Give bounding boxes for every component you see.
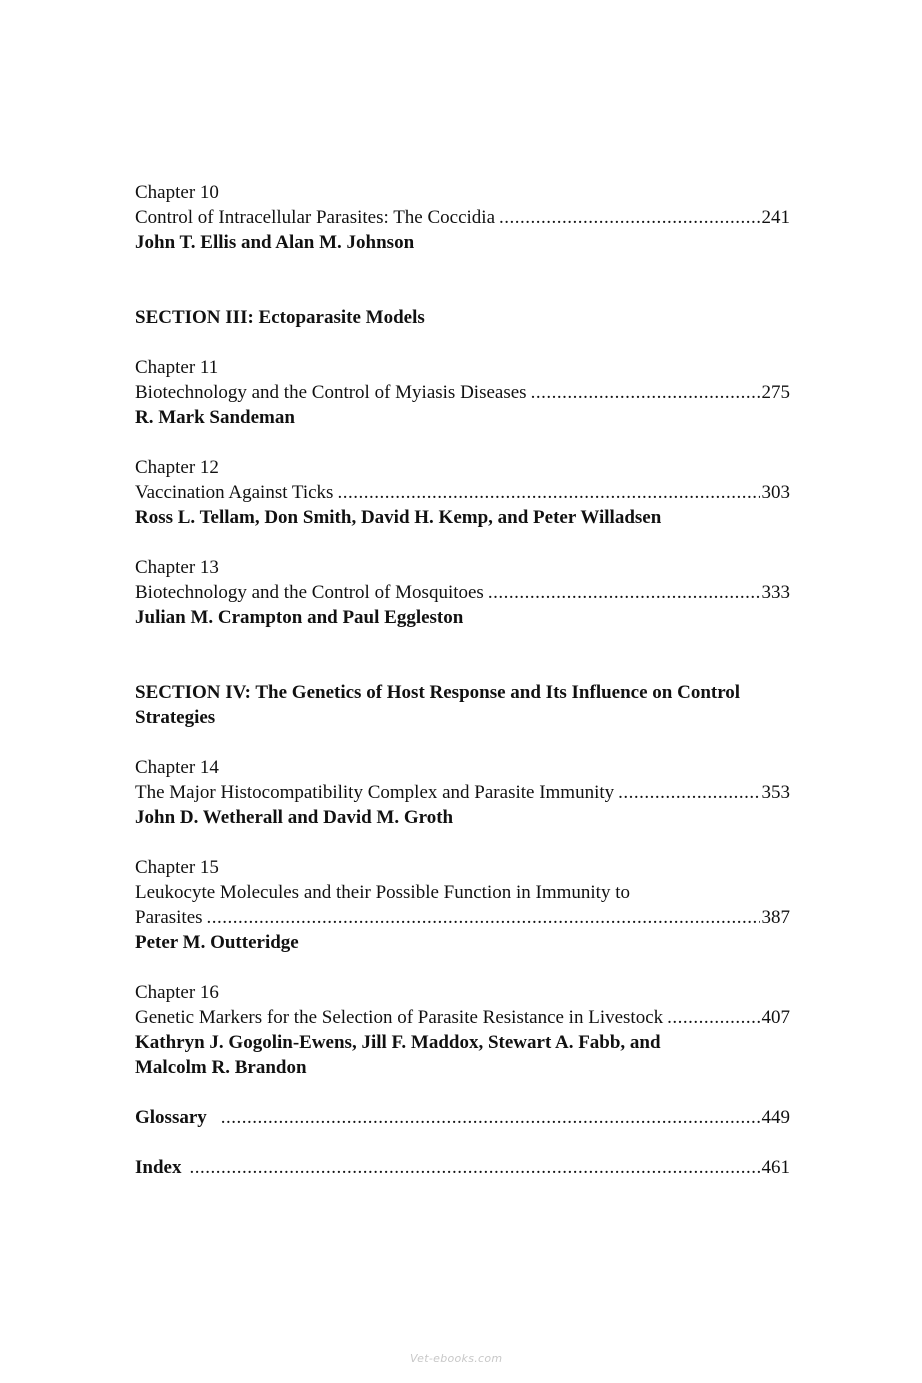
- chapter-title: Biotechnology and the Control of Myiasis Diseases: [135, 382, 527, 403]
- section-title-line-1: SECTION IV: The Genetics of Host Response and Its Influence on Control: [135, 682, 741, 703]
- chapter-authors: Julian M. Crampton and Paul Eggleston: [135, 607, 464, 628]
- section-heading-iv: [135, 680, 790, 730]
- toc-entry-glossary: [135, 1105, 790, 1130]
- dot-leader: [667, 1005, 759, 1030]
- page-number: 387: [761, 907, 790, 928]
- dot-leader: [488, 580, 760, 605]
- toc-entry-chapter-16: [135, 980, 790, 1080]
- chapter-authors: Kathryn J. Gogolin-Ewens, Jill F. Maddox, Stewart A. Fabb, and: [135, 1032, 661, 1053]
- toc-entry-chapter-13: [135, 555, 790, 630]
- glossary-title: Glossary: [135, 1107, 207, 1128]
- chapter-title-line: [135, 580, 790, 605]
- watermark-logo: Vet-ebooks.com: [410, 1352, 503, 1365]
- chapter-title: Vaccination Against Ticks: [135, 482, 334, 503]
- chapter-label: Chapter 14: [135, 757, 219, 778]
- dot-leader: [499, 205, 759, 230]
- dot-leader: [189, 1155, 759, 1180]
- page-number: 333: [761, 582, 790, 603]
- dot-leader: [618, 780, 759, 805]
- section-heading-iii: SECTION III: Ectoparasite Models: [135, 307, 425, 328]
- chapter-title: Biotechnology and the Control of Mosquitoes: [135, 582, 484, 603]
- chapter-authors: John T. Ellis and Alan M. Johnson: [135, 232, 415, 253]
- page-number: 461: [761, 1157, 790, 1178]
- chapter-label: Chapter 12: [135, 457, 219, 478]
- chapter-authors: John D. Wetherall and David M. Groth: [135, 807, 454, 828]
- toc-entry-chapter-12: [135, 455, 790, 530]
- page-number: 407: [761, 1007, 790, 1028]
- chapter-authors: Peter M. Outteridge: [135, 932, 299, 953]
- dot-leader: [337, 480, 759, 505]
- chapter-authors-continued: Malcolm R. Brandon: [135, 1057, 307, 1078]
- chapter-title: Genetic Markers for the Selection of Parasite Resistance in Livestock: [135, 1007, 664, 1028]
- table-of-contents: [135, 180, 790, 1180]
- chapter-title-line: [135, 1005, 790, 1030]
- chapter-label: Chapter 13: [135, 557, 219, 578]
- index-title: Index: [135, 1157, 182, 1178]
- chapter-title-line: [135, 205, 790, 230]
- chapter-title: Control of Intracellular Parasites: The Coccidia: [135, 207, 496, 228]
- toc-entry-chapter-15: [135, 855, 790, 955]
- page-number: 353: [761, 782, 790, 803]
- page-number: 241: [761, 207, 790, 228]
- glossary-line: [135, 1105, 790, 1130]
- toc-entry-index: [135, 1155, 790, 1180]
- chapter-title-line: [135, 380, 790, 405]
- chapter-label: Chapter 10: [135, 182, 219, 203]
- page-number: 275: [761, 382, 790, 403]
- dot-leader: [531, 380, 760, 405]
- chapter-label: Chapter 11: [135, 357, 219, 378]
- chapter-authors: Ross L. Tellam, Don Smith, David H. Kemp, and Peter Willadsen: [135, 507, 662, 528]
- chapter-title-line: [135, 780, 790, 805]
- chapter-title-line: [135, 480, 790, 505]
- chapter-title-line: [135, 905, 790, 930]
- chapter-title: Leukocyte Molecules and their Possible Function in Immunity to: [135, 882, 630, 903]
- index-line: [135, 1155, 790, 1180]
- section-title-line-2: Strategies: [135, 707, 216, 728]
- page-number: 449: [761, 1107, 790, 1128]
- chapter-label: Chapter 15: [135, 857, 219, 878]
- chapter-title: The Major Histocompatibility Complex and Parasite Immunity: [135, 782, 615, 803]
- dot-leader: [221, 1105, 760, 1130]
- toc-entry-chapter-14: [135, 755, 790, 830]
- chapter-authors: R. Mark Sandeman: [135, 407, 295, 428]
- chapter-label: Chapter 16: [135, 982, 219, 1003]
- toc-entry-chapter-11: [135, 355, 790, 430]
- dot-leader: [207, 905, 760, 930]
- toc-entry-chapter-10: [135, 180, 790, 255]
- chapter-title-continued: Parasites: [135, 907, 203, 928]
- page-number: 303: [761, 482, 790, 503]
